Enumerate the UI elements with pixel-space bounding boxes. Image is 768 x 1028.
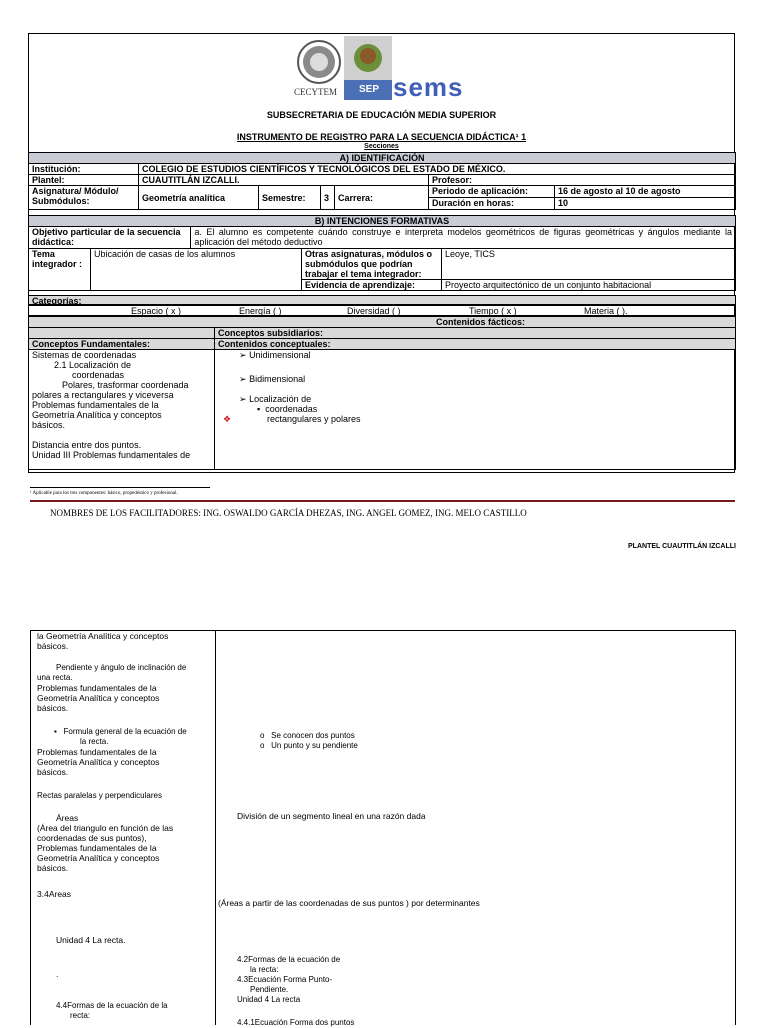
- plantel-value: CUAUTITLÁN IZCALLI.: [139, 175, 429, 186]
- p2-left-line: básicos.: [37, 641, 69, 651]
- p2-left-line: 3.4Areas: [37, 889, 72, 899]
- p2-left-line: Pendiente y ángulo de inclinación de: [56, 663, 187, 672]
- p2-left-line: básicos.: [37, 767, 69, 777]
- categorias-row: [28, 305, 736, 316]
- p2-right-line: 4.2Formas de la ecuación de: [237, 955, 341, 964]
- p2-left-line: la Geometría Analítica y conceptos: [37, 631, 169, 641]
- cecytem-label: CECYTEM: [294, 87, 338, 97]
- p2-left-line: básicos.: [37, 863, 69, 873]
- diamond-bullet-icon: ❖: [223, 414, 232, 424]
- institucion-value: COLEGIO DE ESTUDIOS CIENTÍFICOS Y TECNOLÓGICOS DEL ESTADO DE MÉXICO.: [139, 164, 736, 175]
- conceptual-item: ➢ Unidimensional: [239, 350, 311, 360]
- arrow-icon: ➢: [239, 350, 247, 360]
- contenidos-conceptuales-label: Contenidos conceptuales:: [215, 339, 736, 350]
- fund-line: Geometría Analítica y conceptos: [32, 410, 162, 420]
- duracion-value: 10: [555, 198, 736, 210]
- profesor-label: Profesor:: [429, 175, 736, 186]
- footnote-rule: [30, 487, 210, 488]
- fund-line: 2.1 Localización de: [54, 360, 132, 370]
- duracion-label: Duración en horas:: [429, 198, 555, 210]
- facilitadores-text: NOMBRES DE LOS FACILITADORES: ING. OSWALDO GARCÍA DHEZAS, ING. ANGEL GOMEZ, ING. MELO CASTILLO: [50, 508, 527, 518]
- fund-line: básicos.: [32, 420, 66, 430]
- objetivo-value: a. El alumno es competente cuándo construye e interpreta modelos geométricos de figuras geométricas y ángulos mediante la aplicación del método deductivo: [191, 227, 736, 249]
- periodo-label: Periodo de aplicación:: [429, 186, 555, 198]
- page-2-table: [30, 630, 736, 1025]
- intenciones-table: [28, 215, 736, 291]
- evidencia-label: Evidencia de aprendizaje:: [302, 280, 442, 291]
- asignatura-value: Geometría analítica: [139, 186, 259, 210]
- square-bullet-icon: ▪: [54, 727, 57, 736]
- p2-left-line: Geometría Analítica y conceptos: [37, 693, 160, 703]
- p2-left-line: (Área del triangulo en función de las: [37, 823, 174, 833]
- fund-line: polares a rectangulares y viceversa: [32, 390, 174, 400]
- conceptual-item: ➢ Bidimensional: [239, 374, 306, 384]
- p2-left-line: recta:: [70, 1011, 91, 1020]
- p2-right-line: o Se conocen dos puntos: [260, 731, 355, 740]
- p2-left-line: Problemas fundamentales de la: [37, 683, 157, 693]
- p2-left-line: Geometría Analítica y conceptos: [37, 757, 160, 767]
- sep-label: SEP: [359, 84, 380, 95]
- sections-label: Secciones: [364, 143, 399, 150]
- p2-right-line: la recta:: [250, 965, 279, 974]
- plantel-footer: PLANTEL CUAUTITLÁN IZCALLI: [628, 543, 736, 550]
- conceptual-item: ➢ Localización de: [239, 394, 312, 404]
- page-2-right-border: [735, 631, 736, 1025]
- fund-line: Sistemas de coordenadas: [32, 350, 137, 360]
- blank-cell: [29, 328, 215, 339]
- circle-bullet-icon: o: [260, 741, 265, 750]
- categoria-materia: Materia ( ).: [584, 306, 628, 316]
- categoria-espacio: Espacio ( x ): [131, 306, 182, 316]
- p2-right-line: 4.3Ecuación Forma Punto-: [237, 975, 333, 984]
- intenciones-heading: B) INTENCIONES FORMATIVAS: [29, 216, 736, 227]
- categoria-tiempo: Tiempo ( x ): [469, 306, 517, 316]
- institucion-label: Institución:: [29, 164, 139, 175]
- p2-left-line: Rectas paralelas y perpendiculares: [37, 791, 162, 800]
- fund-line: coordenadas: [72, 370, 125, 380]
- identificacion-table: [28, 152, 736, 210]
- evidencia-value: Proyecto arquitectónico de un conjunto habitacional: [442, 280, 736, 291]
- semestre-label: Semestre:: [259, 186, 321, 210]
- fund-line: Polares, trasformar coordenada: [62, 380, 189, 390]
- contenidos-table: [28, 316, 736, 470]
- p2-left-line: una recta.: [37, 673, 73, 682]
- p2-right-line: o Un punto y su pendiente: [260, 741, 358, 750]
- p2-right-line: 4.4.1Ecuación Forma dos puntos: [237, 1018, 355, 1027]
- p2-left-line: ▪ Formula general de la ecuación de: [54, 727, 187, 736]
- categoria-energia: Energía ( ): [239, 306, 282, 316]
- p2-right-line: Pendiente.: [250, 985, 289, 994]
- identificacion-heading: A) IDENTIFICACIÓN: [29, 153, 736, 164]
- otras-label: Otras asignaturas, módulos o submódulos que podrían trabajar el tema integrador:: [302, 249, 442, 280]
- otras-value: Leoye, TICS: [442, 249, 736, 280]
- p2-right-line: (Áreas a partir de las coordenadas de sus puntos ) por determinantes: [218, 898, 480, 908]
- p2-left-line: Geometría Analítica y conceptos: [37, 853, 160, 863]
- contenidos-facticos-label: Contenidos fácticos:: [29, 317, 736, 328]
- conceptos-subsidiarios-label: Conceptos subsidiarios:: [215, 328, 736, 339]
- p2-left-line: Problemas fundamentales de la: [37, 747, 157, 757]
- arrow-icon: ➢: [239, 374, 247, 384]
- sems-logo: sems: [393, 72, 464, 102]
- conceptual-subitem: rectangulares y polares: [267, 414, 361, 424]
- page-title: SUBSECRETARIA DE EDUCACIÓN MEDIA SUPERIOR: [266, 110, 497, 120]
- footnote: ¹ Aplicable para los tres componentes: básico, propedéutico y profesional.: [30, 491, 178, 496]
- fund-line: Unidad III Problemas fundamentales de: [32, 450, 191, 460]
- p2-left-line: Problemas fundamentales de la: [37, 843, 157, 853]
- p2-left-line: Áreas: [56, 813, 79, 823]
- p2-right-line: División de un segmento lineal en una razón dada: [237, 811, 426, 821]
- fund-spacer: [32, 430, 211, 440]
- tema-value: Ubicación de casas de los alumnos: [91, 249, 302, 291]
- p2-left-line: la recta.: [80, 737, 109, 746]
- p2-right-line: Unidad 4 La recta: [237, 995, 301, 1004]
- footer-rule: [30, 500, 735, 502]
- periodo-value: 16 de agosto al 10 de agosto: [555, 186, 736, 198]
- tema-label: Tema integrador :: [29, 249, 91, 291]
- circle-bullet-icon: o: [260, 731, 265, 740]
- p2-left-line: 4.4Formas de la ecuación de la: [56, 1001, 168, 1010]
- fundamentales-cell: [29, 350, 215, 470]
- carrera-label: Carrera:: [335, 186, 429, 210]
- p2-left-line: básicos.: [37, 703, 69, 713]
- categoria-diversidad: Diversidad ( ): [347, 306, 401, 316]
- semestre-value: 3: [321, 186, 335, 210]
- plantel-label: Plantel:: [29, 175, 139, 186]
- fund-line: Distancia entre dos puntos.: [32, 440, 142, 450]
- header-logos: [292, 36, 492, 102]
- conceptuales-cell: [215, 350, 736, 470]
- arrow-icon: ➢: [239, 394, 247, 404]
- p2-left-line: coordenadas de sus puntos),: [37, 833, 147, 843]
- fund-line: Problemas fundamentales de la: [32, 400, 159, 410]
- conceptos-fundamentales-label: Conceptos Fundamentales:: [29, 339, 215, 350]
- categorias-label: Categorías:: [28, 295, 736, 305]
- conceptual-subitem: ▪ coordenadas: [257, 404, 318, 414]
- square-bullet-icon: ▪: [257, 404, 261, 414]
- document-subtitle: INSTRUMENTO DE REGISTRO PARA LA SECUENCIA DIDÁCTICA¹ 1: [236, 132, 527, 142]
- objetivo-label: Objetivo particular de la secuencia didáctica:: [29, 227, 191, 249]
- asignatura-label: Asignatura/ Módulo/ Submódulos:: [29, 186, 139, 210]
- p2-left-line: .: [56, 969, 59, 979]
- p2-left-line: Unidad 4 La recta.: [56, 935, 126, 945]
